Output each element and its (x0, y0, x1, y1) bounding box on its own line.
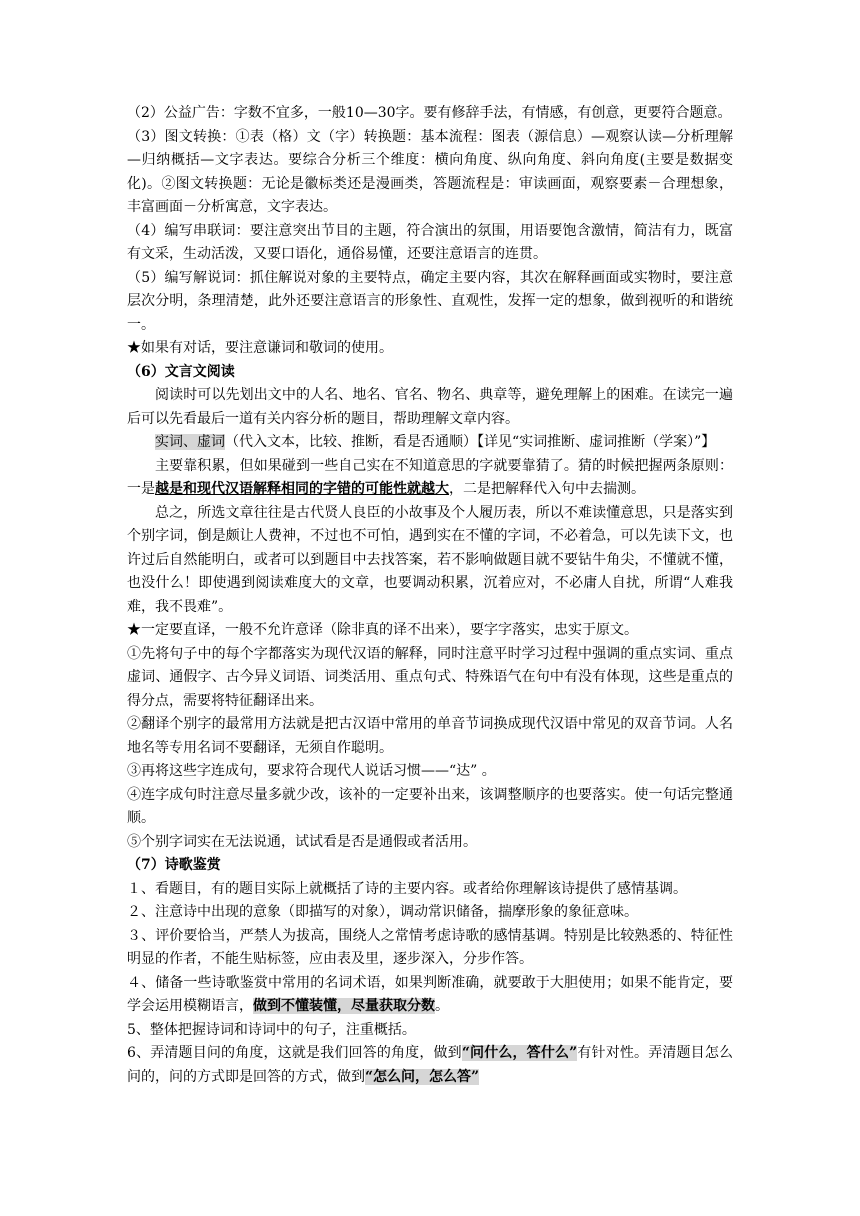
poetry-tip-3: ３、评价要恰当，严禁人为拔高，围绕人之常情考虑诗歌的感情基调。特别是比较熟悉的、特征性明显的作者，不能生贴标签，应由表及里，逐步深入，分步作答。 (127, 927, 733, 967)
note-dialogue: ★如果有对话，要注意谦词和敬词的使用。 (127, 340, 393, 356)
section-heading-classical-chinese: （6）文言文阅读 (127, 363, 235, 380)
highlight-ask-answer: “问什么，答什么” (461, 1045, 578, 1061)
guessing-text-end: ，二是把解释代入句中去揣测。 (449, 481, 645, 497)
paragraph-image-text-conversion: （3）图文转换：①表（格）文（字）转换题：基本流程：图表（源信息）—观察认读—分析理解—归纳概括—文字表达。要综合分析三个维度：横向角度、纵向角度、斜向角度(主要是数据变化)。②图文转换题：无论是徽标类还是漫画类，答题流程是：审读画面，观察要素－合理想象，丰富画面－分析寓意，文字表达。 (127, 128, 733, 215)
highlight-how-ask-answer: “怎么问，怎么答” (365, 1068, 480, 1085)
paragraph-public-ad: （2）公益广告：字数不宜多，一般10—30字。要有修辞手法，有情感，有创意，更要符合题意。 (127, 105, 732, 121)
poetry-tip-4 (127, 972, 733, 1019)
emphasis-modern-meaning: 越是和现代汉语解释相同的字错的可能性就越大 (155, 481, 449, 497)
paragraph-content-words (127, 431, 733, 455)
poetry-tip-5: 5、整体把握诗词和诗词中的句子，注重概括。 (127, 1021, 416, 1038)
content-words-detail: （代入文本，比较、推断，看是否通顺）【详见“实词推断、虚词推断（学案）”】 (225, 434, 716, 450)
paragraph-guessing-principles (127, 455, 733, 502)
note-literal-translation: ★一定要直译，一般不允许意译（除非真的译不出来），要字字落实，忠实于原文。 (127, 622, 638, 638)
poetry-tip-1: １、看题目，有的题目实际上就概括了诗的主要内容。或者给你理解该诗提供了感情基调。 (127, 880, 687, 897)
step-1: ①先将句子中的每个字都落实为现代汉语的解释，同时注意平时学习过程中强调的重点实词、重点虚词、通假字、古今异义词语、词类活用、重点句式、特殊语气在句中有没有体现，这些是重点的得分点，需要将特征翻译出来。 (127, 645, 733, 709)
highlight-fake-understanding: 做到不懂装懂，尽量获取分数 (253, 998, 435, 1014)
paragraph-linking-words: （4）编写串联词：要注意突出节目的主题，符合演出的氛围，用语要饱含激情，简洁有力，既富有文采，生动活泼，又要口语化，通俗易懂，还要注意语言的连贯。 (127, 222, 733, 262)
paragraph-reading-tips: 阅读时可以先划出文中的人名、地名、官名、物名、典章等，避免理解上的困难。在读完一遍后可以先看最后一道有关内容分析的题目，帮助理解文章内容。 (127, 387, 733, 427)
poetry-tip-2: ２、注意诗中出现的意象（即描写的对象），调动常识储备，揣摩形象的象征意味。 (127, 904, 638, 920)
tip-4-end: 。 (435, 998, 449, 1014)
step-2: ②翻译个别字的最常用方法就是把古汉语中常用的单音节词换成现代汉语中常见的双音节词。人名地名等专用名词不要翻译，无须自作聪明。 (127, 716, 733, 756)
document-body (127, 102, 733, 1089)
tip-4-text: ４、储备一些诗歌鉴赏中常用的名词术语，如果判断准确，就要敢于大胆使用；如果不能肯定，要学会运用模糊语言， (127, 974, 733, 1014)
step-5: ⑤个别字词实在无法说通，试试看是否是通假或者活用。 (127, 833, 477, 850)
paragraph-summary: 总之，所选文章往往是古代贤人良臣的小故事及个人履历表，所以不难读懂意思，只是落实到个别字词，倒是颇让人费神，不过也不可怕，遇到实在不懂的字词，不必着急，可以先读下文，也许过后自然能明白，或者可以到题目中去找答案，若不影响做题目就不要钻牛角尖，不懂就不懂，也没什么！即使遇到阅读难度大的文章，也要调动积累，沉着应对，不必庸人自扰，所谓“人难我难，我不畏难”。 (127, 504, 733, 615)
tip-6-text-a: 6、弄清题目问的角度，这就是我们回答的角度，做到 (127, 1045, 462, 1061)
step-4: ④连字成句时注意尽量多就少改，该补的一定要补出来，该调整顺序的也要落实。使一句话完整通顺。 (127, 786, 733, 826)
highlight-content-function-words: 实词、虚词 (155, 434, 225, 450)
section-heading-poetry: （7）诗歌鉴赏 (127, 857, 221, 873)
guessing-text-start: 主要靠积累，但如果碰到一些自己实在不知道意思的字就要靠猜了。猜的时候把握两条原则：一是 (127, 457, 733, 497)
paragraph-commentary: （5）编写解说词：抓住解说对象的主要特点，确定主要内容，其次在解释画面或实物时，要注意层次分明，条理清楚，此外还要注意语言的形象性、直观性，发挥一定的想象，做到视听的和谐统一。 (127, 269, 733, 333)
tip-6-text-b: 有针对性。弄清题目怎么问的，问的方式即是回答的方式，做到 (127, 1045, 734, 1085)
poetry-tip-6 (127, 1042, 733, 1089)
step-3: ③再将这些字连成句，要求符合现代人说话习惯——“达” 。 (127, 763, 496, 779)
